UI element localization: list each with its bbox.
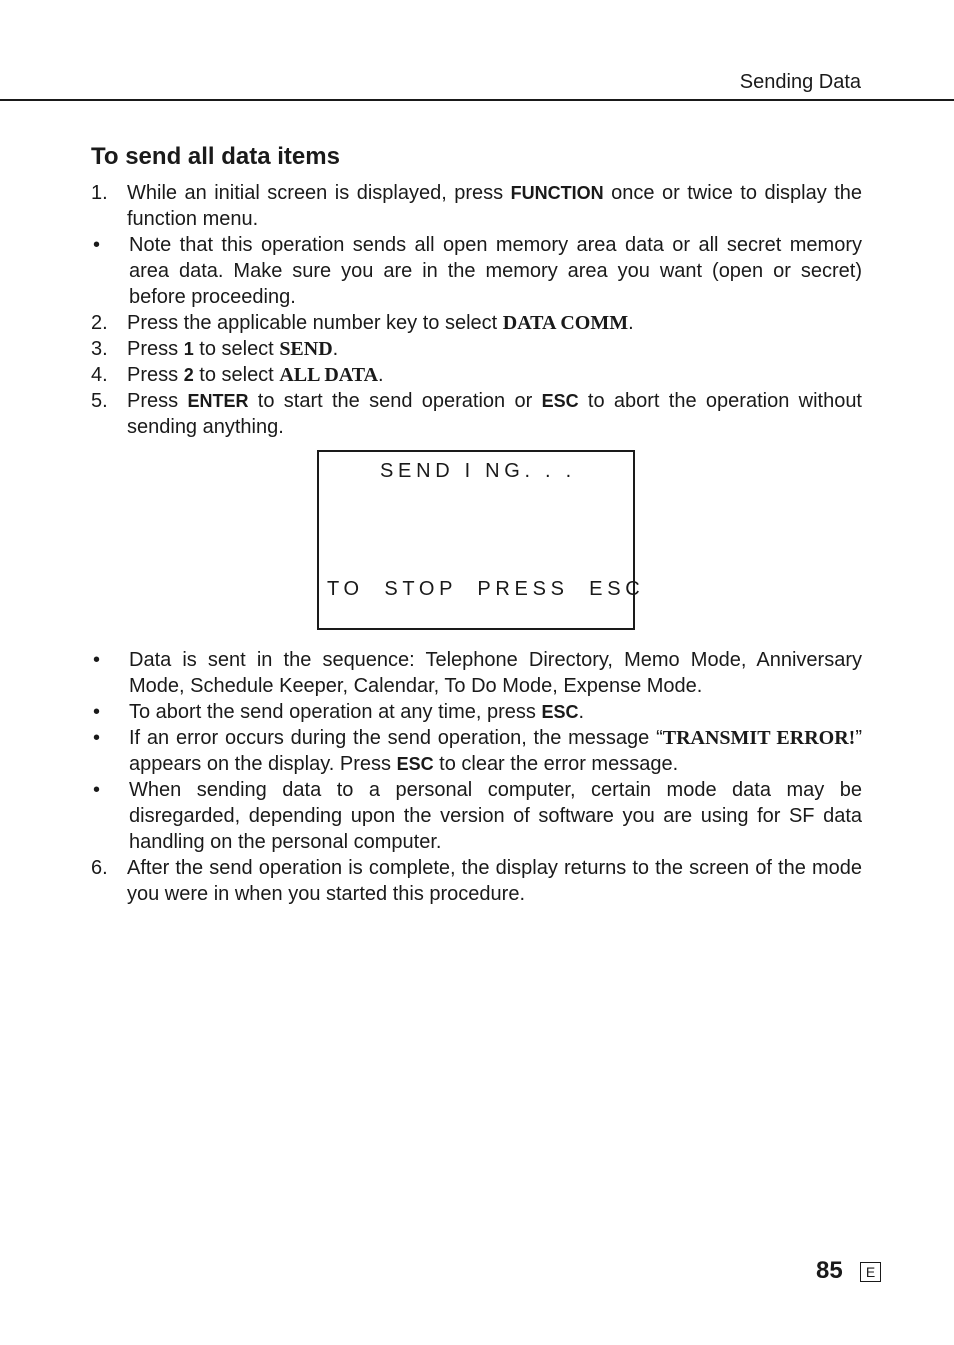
header-rule	[0, 99, 954, 101]
key-label: FUNCTION	[510, 183, 604, 203]
note-text: Data is sent in the sequence: Telephone Directory, Memo Mode, Anniversary Mode, Schedule Keeper, Calendar, To Do Mode, Expense Mode.	[129, 649, 862, 697]
list-marker: •	[93, 234, 101, 256]
list-marker: •	[93, 727, 101, 749]
step-5	[91, 388, 862, 440]
notes-list	[91, 647, 862, 907]
note-text: If an error occurs during the send operation, the message “TRANSMIT ERROR!” appears on the display. Press ESC to clear the error message.	[129, 727, 862, 775]
step-text: While an initial screen is displayed, press FUNCTION once or twice to display the function menu.	[127, 182, 863, 230]
key-label: 2	[183, 365, 194, 385]
display-label: TRANSMIT ERROR!	[662, 727, 856, 749]
step-4	[91, 362, 862, 388]
step-3	[91, 336, 862, 362]
list-marker: •	[93, 779, 101, 801]
instruction-list	[91, 180, 862, 440]
display-line-stop: TO STOP PRESS ESC	[327, 578, 645, 600]
step-2	[91, 310, 862, 336]
key-label: ESC	[541, 391, 579, 411]
page-number: 85	[816, 1257, 843, 1284]
note-disregarded	[91, 777, 862, 855]
display-label: SEND	[279, 338, 333, 360]
key-label: ESC	[541, 702, 579, 722]
note-text: When sending data to a personal computer, certain mode data may be disregarded, depending upon the version of software you are using for SF data handling on the personal computer.	[129, 779, 862, 853]
header-title: Sending Data	[739, 71, 861, 93]
list-marker: 3.	[91, 338, 108, 360]
list-marker: 1.	[91, 182, 108, 204]
display-line-sending: SEND I NG. . .	[380, 460, 576, 482]
display-label: DATA COMM	[502, 312, 629, 334]
step-text: After the send operation is complete, the display returns to the screen of the mode you were in when you started this procedure.	[127, 857, 862, 905]
key-label: ENTER	[187, 391, 249, 411]
note-sequence	[91, 647, 862, 699]
note-memory-area	[91, 232, 862, 310]
list-marker: 6.	[91, 857, 108, 879]
section-heading: To send all data items	[91, 143, 340, 170]
step-text: Press ENTER to start the send operation or ESC to abort the operation without sending anything.	[127, 390, 862, 438]
list-marker: 2.	[91, 312, 108, 334]
step-text: Press 2 to select ALL DATA.	[127, 364, 384, 386]
note-text: Note that this operation sends all open memory area data or all secret memory area data. Make sure you are in the memory area you want (open or secret) before proceeding.	[129, 234, 862, 308]
step-text: Press 1 to select SEND.	[127, 338, 339, 360]
language-badge: E	[860, 1262, 881, 1282]
note-abort	[91, 699, 862, 725]
step-text: Press the applicable number key to select DATA COMM.	[127, 312, 634, 334]
list-marker: 5.	[91, 390, 108, 412]
step-1	[91, 180, 862, 232]
list-marker: •	[93, 701, 101, 723]
display-label: ALL DATA	[279, 364, 379, 386]
list-marker: 4.	[91, 364, 108, 386]
step-6	[91, 855, 862, 907]
key-label: 1	[183, 339, 194, 359]
key-label: ESC	[396, 754, 434, 774]
note-error	[91, 725, 862, 777]
lcd-display-example	[317, 450, 645, 630]
note-text: To abort the send operation at any time, press ESC.	[129, 701, 585, 723]
list-marker: •	[93, 649, 101, 671]
